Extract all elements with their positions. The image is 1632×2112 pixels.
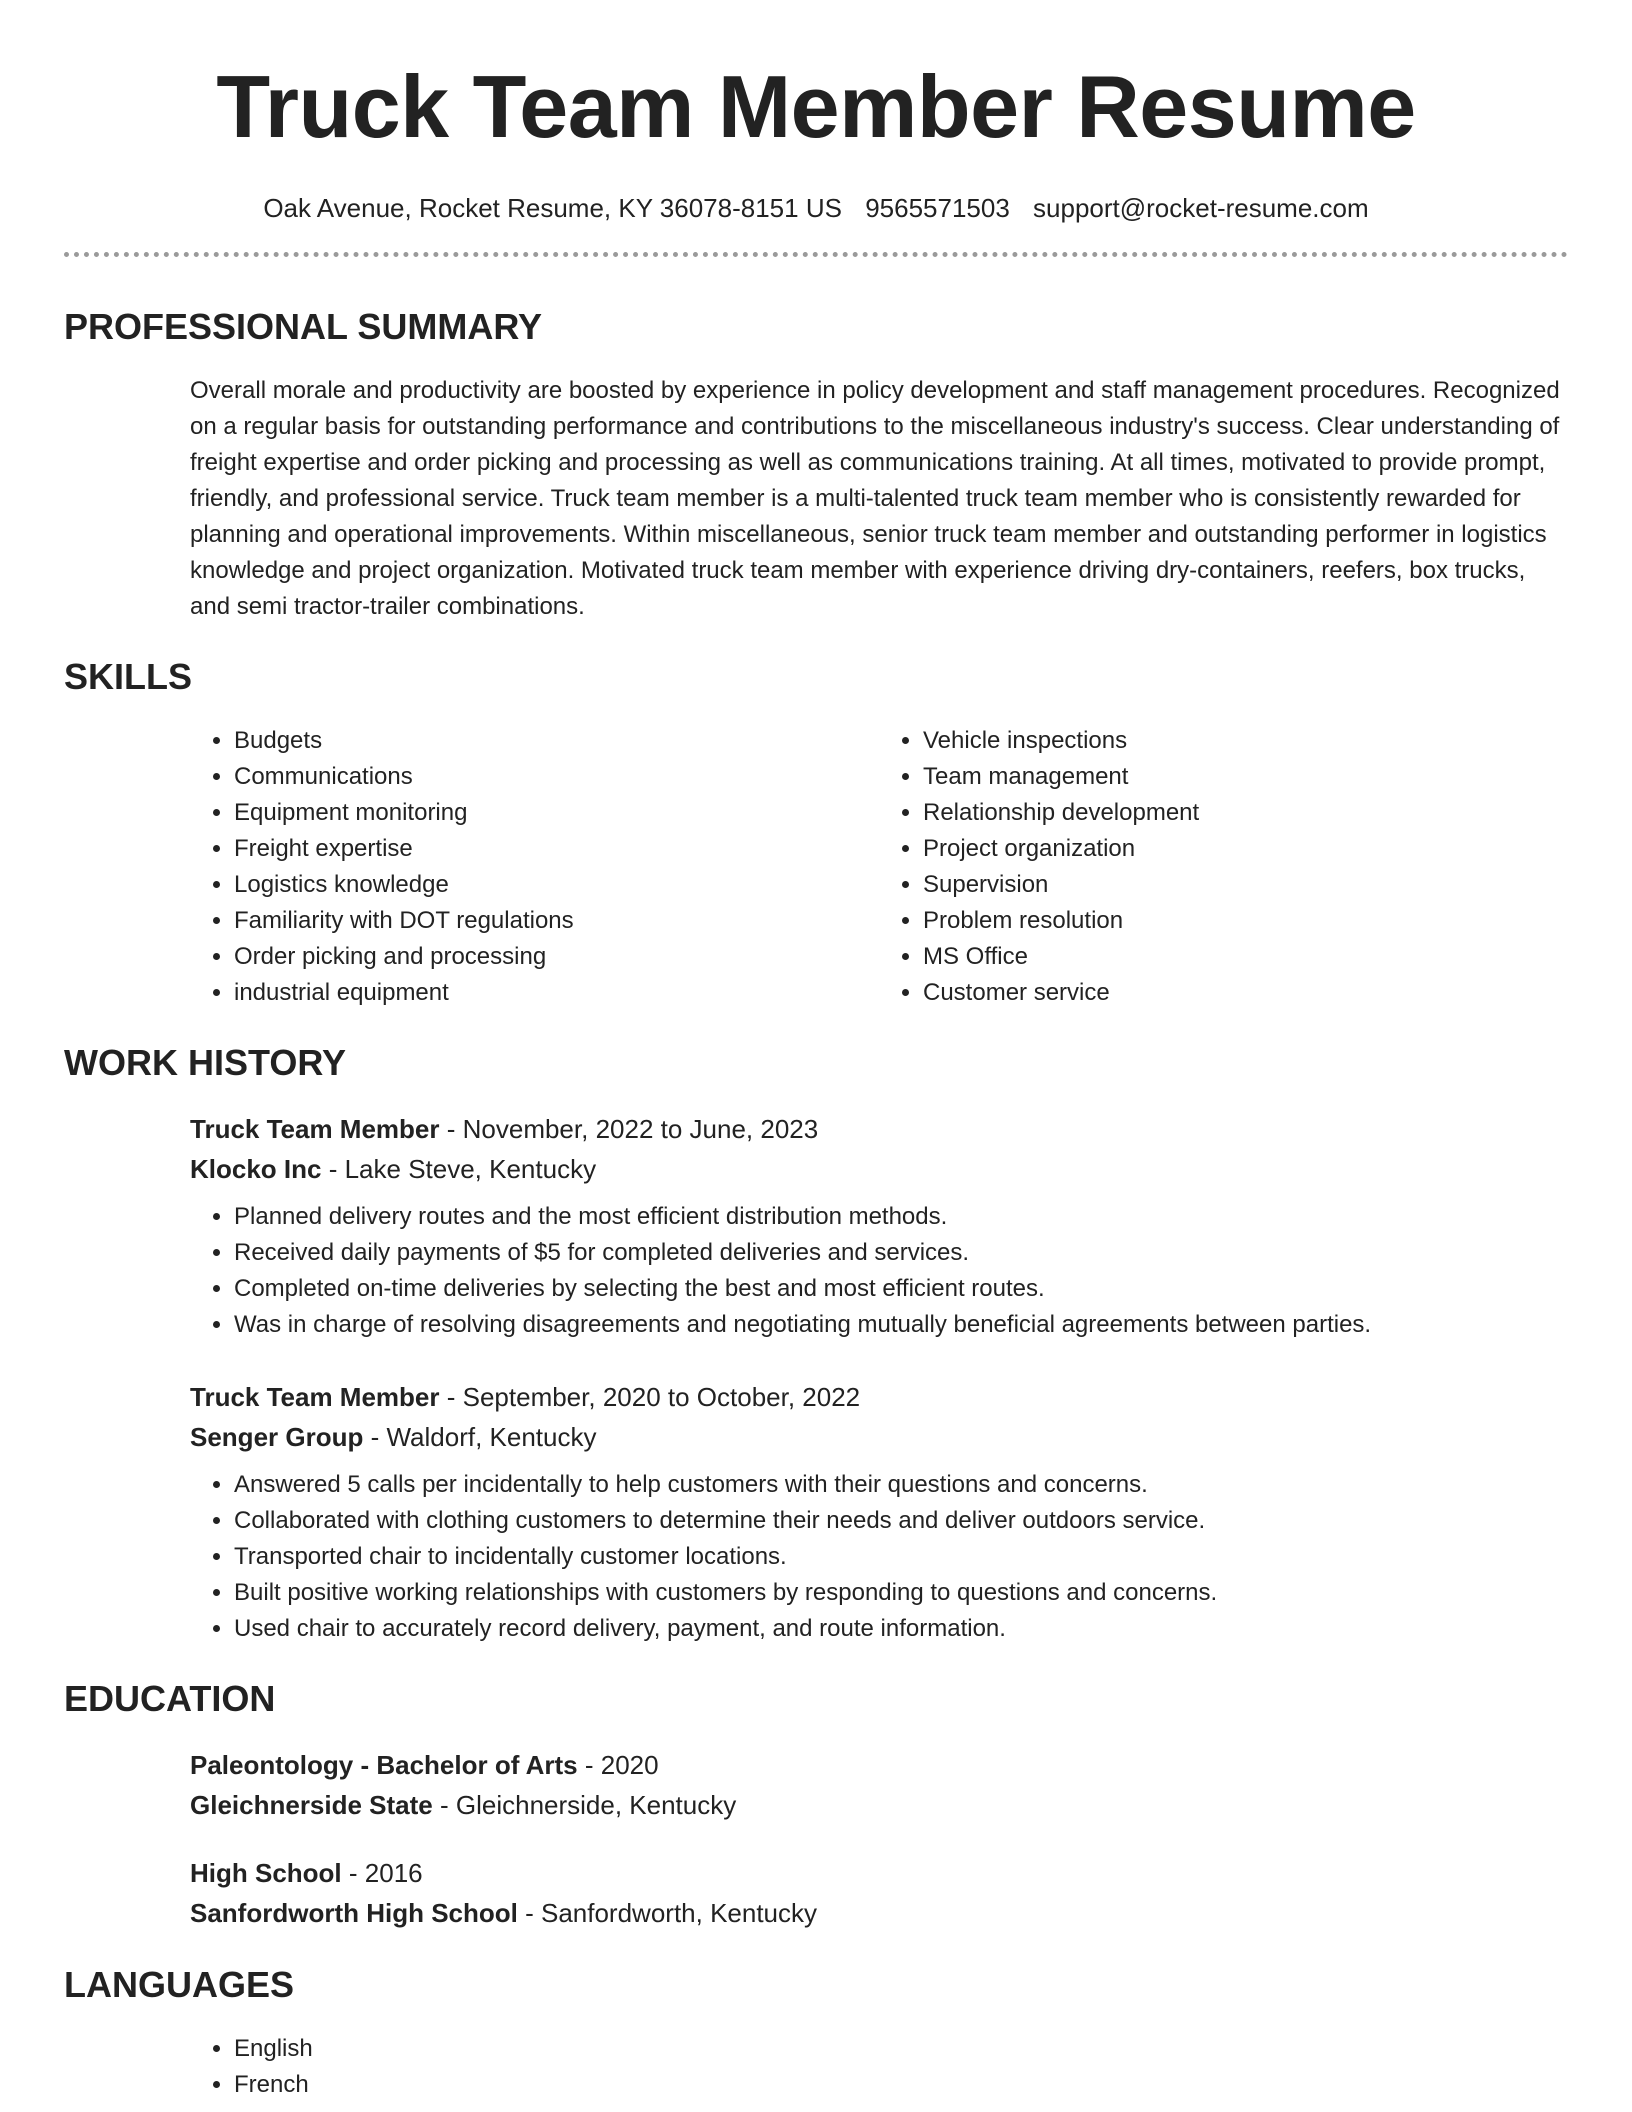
job-dates: - November, 2022 to June, 2023: [439, 1114, 819, 1144]
languages-section: [64, 1963, 1568, 2103]
language-item: • English: [234, 2031, 1568, 2067]
education-degree: Paleontology - Bachelor of Arts: [190, 1750, 578, 1780]
education-location: - Gleichnerside, Kentucky: [432, 1790, 737, 1820]
skill-item: • Budgets: [234, 723, 879, 759]
header-divider: [64, 252, 1568, 257]
section-heading: WORK HISTORY: [64, 1042, 347, 1083]
job-bullet: • Planned delivery routes and the most efficient distribution methods.: [234, 1199, 1568, 1235]
education-year: - 2020: [577, 1750, 659, 1780]
skill-item: • Supervision: [923, 867, 1568, 903]
job-title: Truck Team Member: [190, 1114, 440, 1144]
skill-item: • Familiarity with DOT regulations: [234, 903, 879, 939]
job-bullet: • Answered 5 calls per incidentally to help customers with their questions and concerns.: [234, 1467, 1568, 1503]
education-school: Sanfordworth High School: [190, 1898, 518, 1928]
section-heading: SKILLS: [64, 656, 193, 697]
job-bullet: • Completed on-time deliveries by selecting the best and most efficient routes.: [234, 1271, 1568, 1307]
education-school: Gleichnerside State: [190, 1790, 433, 1820]
skill-item: • Equipment monitoring: [234, 795, 879, 831]
job-title-line: [190, 1109, 1568, 1149]
skill-item: • Problem resolution: [923, 903, 1568, 939]
job-location: - Waldorf, Kentucky: [363, 1422, 597, 1452]
job-entry: [190, 1377, 1568, 1647]
section-heading: EDUCATION: [64, 1678, 276, 1719]
skills-section: [64, 655, 1568, 1011]
language-item: • French: [234, 2067, 1568, 2103]
education-school-line: [190, 1785, 1568, 1825]
job-company: Klocko Inc: [190, 1154, 322, 1184]
summary-section: [64, 305, 1568, 625]
contact-email: support@rocket-resume.com: [1033, 193, 1369, 223]
education-entry: [190, 1853, 1568, 1933]
skill-item: • Freight expertise: [234, 831, 879, 867]
summary-text: Overall morale and productivity are boosted by experience in policy development and staff management procedures. Recognized on a regular basis for outstanding performance and contributions to the miscellaneous industry's success. Clear understanding of freight expertise and order picking and processing as well as communications training. At all times, motivated to provide prompt, friendly, and professional service. Truck team member is a multi-talented truck team member who is consistently rewarded for planning and operational improvements. Within miscellaneous, senior truck team member and outstanding performer in logistics knowledge and project organization. Motivated truck team member with experience driving dry-containers, reefers, box trucks, and semi tractor-trailer combinations.: [190, 377, 1560, 620]
education-degree-line: [190, 1853, 1568, 1893]
education-school-line: [190, 1893, 1568, 1933]
job-title: Truck Team Member: [190, 1382, 440, 1412]
job-company: Senger Group: [190, 1422, 364, 1452]
job-bullet: • Transported chair to incidentally customer locations.: [234, 1539, 1568, 1575]
skills-columns: [190, 723, 1568, 1011]
section-heading: LANGUAGES: [64, 1964, 295, 2005]
resume-title: Truck Team Member Resume: [216, 57, 1416, 156]
skill-item: • industrial equipment: [234, 975, 879, 1011]
job-company-line: [190, 1149, 1568, 1189]
skill-item: • Communications: [234, 759, 879, 795]
education-year: - 2016: [341, 1858, 423, 1888]
job-location: - Lake Steve, Kentucky: [321, 1154, 597, 1184]
languages-list: [190, 2031, 1568, 2103]
summary-body: [190, 373, 1568, 625]
education-degree: High School: [190, 1858, 342, 1888]
education-section: [64, 1677, 1568, 1933]
skill-item: • Logistics knowledge: [234, 867, 879, 903]
section-heading: PROFESSIONAL SUMMARY: [64, 306, 543, 347]
skill-item: • Vehicle inspections: [923, 723, 1568, 759]
contact-address: Oak Avenue, Rocket Resume, KY 36078-8151 US: [263, 193, 842, 223]
skills-list-right: [879, 723, 1568, 1011]
skill-item: • Project organization: [923, 831, 1568, 867]
education-location: - Sanfordworth, Kentucky: [517, 1898, 818, 1928]
languages-body: [190, 2031, 1568, 2103]
skill-item: • Relationship development: [923, 795, 1568, 831]
job-bullet: • Used chair to accurately record delivery, payment, and route information.: [234, 1611, 1568, 1647]
job-bullets: [190, 1467, 1568, 1647]
skill-item: • Team management: [923, 759, 1568, 795]
resume-header: [64, 0, 1568, 257]
job-bullet: • Collaborated with clothing customers to determine their needs and deliver outdoors service.: [234, 1503, 1568, 1539]
skill-item: • MS Office: [923, 939, 1568, 975]
contact-line: [64, 190, 1568, 226]
job-company-line: [190, 1417, 1568, 1457]
skill-item: • Order picking and processing: [234, 939, 879, 975]
skills-list-left: [190, 723, 879, 1011]
work-body: [190, 1109, 1568, 1647]
job-bullet: • Built positive working relationships with customers by responding to questions and concerns.: [234, 1575, 1568, 1611]
work-section: [64, 1041, 1568, 1647]
job-bullet: • Was in charge of resolving disagreements and negotiating mutually beneficial agreements between parties.: [234, 1307, 1568, 1343]
education-degree-line: [190, 1745, 1568, 1785]
skill-item: • Customer service: [923, 975, 1568, 1011]
job-title-line: [190, 1377, 1568, 1417]
job-bullet: • Received daily payments of $5 for completed deliveries and services.: [234, 1235, 1568, 1271]
job-bullets: [190, 1199, 1568, 1343]
education-entry: [190, 1745, 1568, 1825]
job-dates: - September, 2020 to October, 2022: [439, 1382, 861, 1412]
education-body: [190, 1745, 1568, 1933]
contact-phone: 9565571503: [865, 193, 1010, 223]
job-entry: [190, 1109, 1568, 1343]
